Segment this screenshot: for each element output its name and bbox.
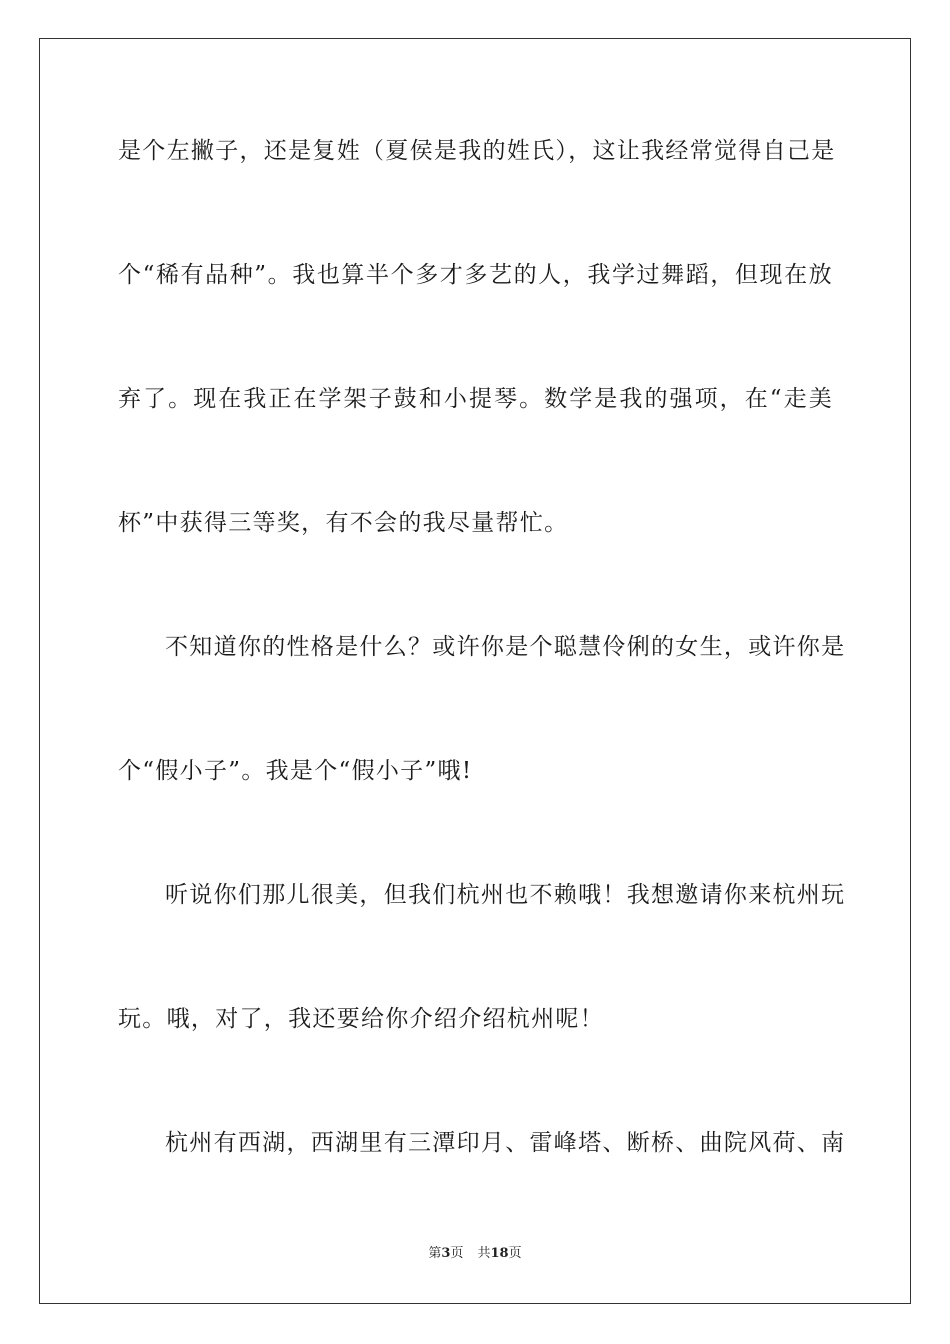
footer-page-prefix: 第 xyxy=(428,1246,442,1261)
body-line-9: 杭州有西湖，西湖里有三潭印月、雷峰塔、断桥、曲院风荷、南 xyxy=(165,1130,846,1156)
body-line-1: 是个左撇子，还是复姓（夏侯是我的姓氏），这让我经常觉得自己是 xyxy=(118,138,836,164)
page-footer xyxy=(0,1246,950,1262)
body-line-2: 个“稀有品种”。我也算半个多才多艺的人，我学过舞蹈，但现在放 xyxy=(118,262,833,288)
body-line-3: 弃了。现在我正在学架子鼓和小提琴。数学是我的强项，在“走美 xyxy=(118,386,833,412)
footer-total-number: 18 xyxy=(490,1246,509,1261)
page-border xyxy=(39,38,911,1304)
body-line-7: 听说你们那儿很美，但我们杭州也不赖哦！我想邀请你来杭州玩 xyxy=(165,882,846,908)
body-line-8: 玩。哦，对了，我还要给你介绍介绍杭州呢！ xyxy=(118,1006,604,1032)
body-line-4: 杯”中获得三等奖，有不会的我尽量帮忙。 xyxy=(118,510,569,536)
footer-page-suffix: 页 xyxy=(450,1246,464,1261)
body-line-6: 个“假小子”。我是个“假小子”哦! xyxy=(118,758,473,784)
footer-total-prefix: 共 xyxy=(477,1246,491,1261)
footer-page-number: 3 xyxy=(441,1246,451,1261)
body-line-5: 不知道你的性格是什么？或许你是个聪慧伶俐的女生，或许你是 xyxy=(165,634,846,660)
footer-total-suffix: 页 xyxy=(508,1246,522,1261)
